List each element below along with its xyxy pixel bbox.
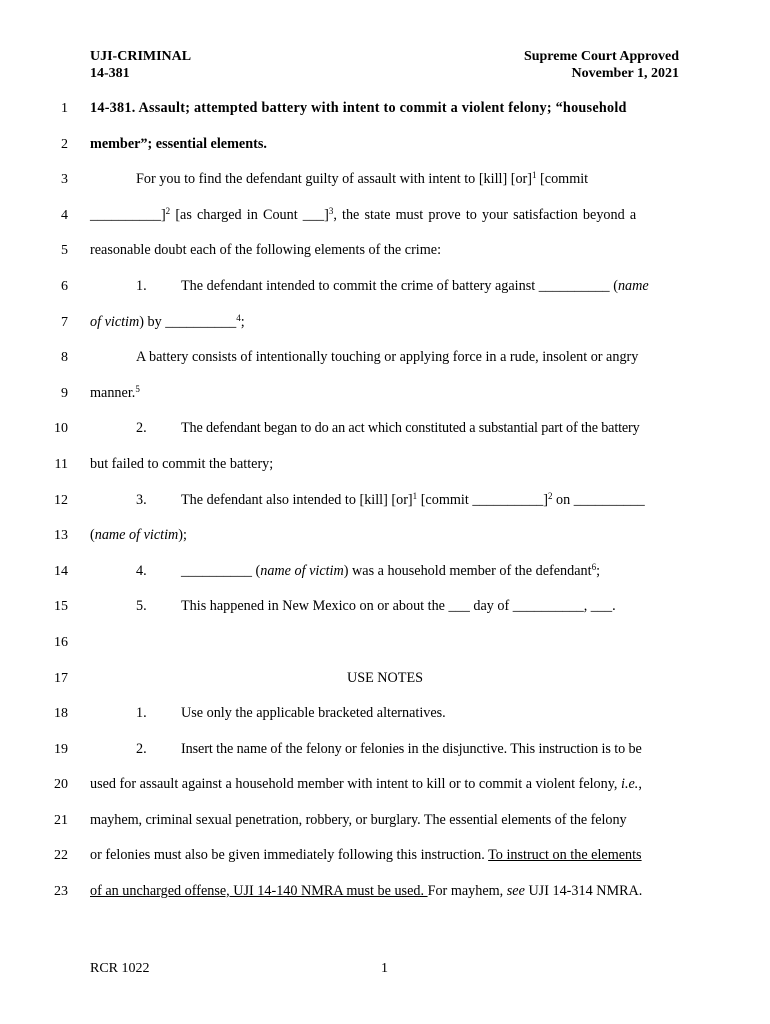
- line: [0, 272, 770, 308]
- battery-definition: A battery consists of intentionally touching or applying force in a rude, insolent or angry: [136, 349, 639, 366]
- document-body: [0, 94, 770, 913]
- line: [0, 557, 770, 593]
- line: [0, 450, 770, 486]
- paragraph-line: reasonable doubt each of the following elements of the crime:: [90, 242, 442, 259]
- header-date: November 1, 2021: [571, 66, 679, 81]
- element-5: 5. This happened in New Mexico on or about the ___ day of __________, ___.: [136, 598, 616, 615]
- header-approval: Supreme Court Approved: [523, 49, 679, 64]
- line: [0, 165, 770, 201]
- line-number: 7: [61, 314, 68, 330]
- line: [0, 699, 770, 735]
- line-number: 23: [54, 884, 68, 900]
- line-number: 18: [54, 706, 68, 722]
- title-text: member”; essential elements.: [90, 135, 267, 152]
- line: [0, 414, 770, 450]
- line-number: 12: [54, 492, 68, 508]
- line-number: 1: [61, 101, 68, 116]
- line-number: 19: [54, 741, 68, 757]
- line-number: 21: [54, 812, 68, 828]
- line-number: 20: [54, 777, 68, 793]
- line-number: 13: [54, 528, 68, 544]
- line: [0, 486, 770, 522]
- use-note-2-cont: used for assault against a household member with intent to kill or to commit a violent felony, i.e.,: [90, 776, 642, 793]
- element-3-cont: (name of victim);: [90, 527, 187, 544]
- title-line: [90, 100, 680, 117]
- line: [0, 735, 770, 771]
- header-right: [524, 48, 679, 82]
- header-instruction-number: 14-381: [90, 66, 130, 81]
- line-number: 3: [61, 172, 68, 188]
- use-note-2: 2. Insert the name of the felony or felonies in the disjunctive. This instruction is to be: [136, 740, 642, 757]
- line-number: 2: [61, 136, 68, 152]
- use-note-2-cont: of an uncharged offense, UJI 14-140 NMRA must be used. For mayhem, see UJI 14-314 NMRA.: [90, 883, 643, 900]
- page-number: 1: [381, 961, 388, 976]
- line-number: 4: [61, 207, 68, 223]
- title-line: [90, 136, 680, 153]
- line-number: 17: [54, 670, 68, 686]
- header-source: UJI-CRIMINAL: [90, 49, 192, 64]
- use-note-1: 1. Use only the applicable bracketed alternatives.: [136, 705, 446, 722]
- line: [0, 130, 770, 166]
- header-left: [90, 48, 191, 82]
- line: [0, 236, 770, 272]
- paragraph-line: __________]$^2$ [as charged in Count ___]$^3$, the state must prove to your satisfaction beyond a: [90, 205, 637, 223]
- line-number: 11: [54, 456, 68, 472]
- element-3: 3. The defendant also intended to [kill] [or]$^1$ [commit __________]$^2$ on __________: [136, 490, 645, 508]
- line-number: 5: [61, 243, 68, 259]
- line: [0, 379, 770, 415]
- element-1: 1. The defendant intended to commit the crime of battery against __________ (name: [136, 277, 649, 294]
- line: [0, 94, 770, 130]
- line: [0, 841, 770, 877]
- line: [0, 308, 770, 344]
- line-number: 22: [54, 848, 68, 864]
- element-1-cont: of victim) by __________$^4$;: [90, 312, 245, 330]
- use-note-2-cont: mayhem, criminal sexual penetration, robbery, or burglary. The essential elements of the felony: [90, 811, 627, 828]
- line-number: 8: [61, 350, 68, 366]
- line: [0, 521, 770, 557]
- line-number: 15: [54, 599, 68, 615]
- line-number: 16: [54, 634, 68, 650]
- line: [0, 201, 770, 237]
- line: [0, 592, 770, 628]
- line: [0, 806, 770, 842]
- line-number: 14: [54, 563, 68, 579]
- line-number: 10: [54, 421, 68, 437]
- use-notes-heading: USE NOTES: [346, 669, 424, 686]
- line: [0, 628, 770, 664]
- use-note-2-cont: or felonies must also be given immediately following this instruction. To instruct on the elements: [90, 847, 642, 864]
- text: For you to find the defendant guilty of assault with intent to [kill] [or]$^1$ [commit: [136, 170, 589, 188]
- paragraph-line: [90, 171, 680, 188]
- line-number: 9: [61, 385, 68, 401]
- element-2-cont: but failed to commit the battery;: [90, 455, 274, 472]
- line: [0, 343, 770, 379]
- element-4: 4. __________ (name of victim) was a household member of the defendant$^6$;: [136, 561, 601, 579]
- element-2: 2. The defendant began to do an act which constituted a substantial part of the battery: [136, 420, 640, 437]
- footer-code: RCR 1022: [90, 961, 150, 976]
- title-text: 14-381. Assault; attempted battery with intent to commit a violent felony; “household: [90, 100, 627, 116]
- line: [0, 770, 770, 806]
- line-number: 6: [61, 278, 68, 294]
- line: [0, 877, 770, 913]
- battery-definition-cont: manner.$^5$: [90, 383, 140, 401]
- line: [0, 664, 770, 700]
